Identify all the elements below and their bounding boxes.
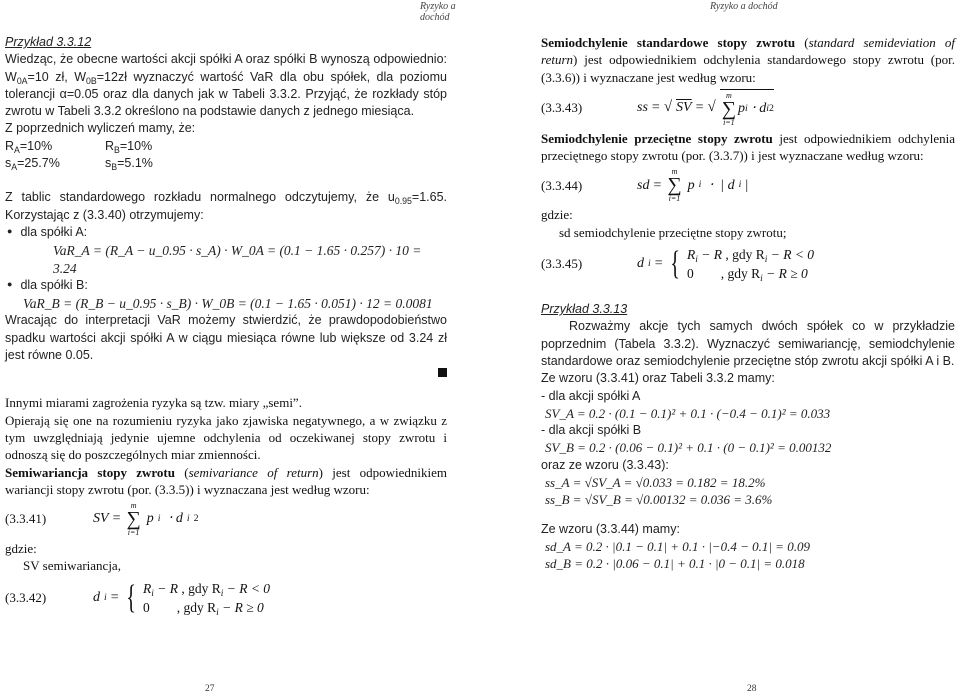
where-label-right: gdzie: xyxy=(541,207,573,223)
end-of-example-mark xyxy=(438,368,447,377)
running-header-right: Ryzyko a dochód xyxy=(710,1,778,12)
for-company-b: - dla akcji spółki B xyxy=(541,423,642,438)
equation-3-3-44: (3.3.44) sd = m ∑ i=1 p i ⋅ | d i | xyxy=(541,167,749,204)
given-s-values: $s_A=25.7\%$ $s_B=5.1\%$ xyxy=(5,156,153,173)
equation-sd-a: sd_A = 0.2 · |0.1 − 0.1| + 0.1 · |−0.4 − 0.1| = 0.09 xyxy=(545,538,810,554)
equation-3-3-42: (3.3.42) d i = { $R_i - R$ , gdy $R_i - R < 0$ 0 , gdy $R_i - R \ge 0$ xyxy=(5,578,271,618)
for-company-a: - dla akcji spółki A xyxy=(541,388,641,403)
equation-sd-b: sd_B = 0.2 · |0.06 − 0.1| + 0.1 · |0 − 0.1| = 0.018 xyxy=(545,556,805,572)
equation-3-3-41: (3.3.41) SV = m ∑ i=1 p i ⋅ d i 2 xyxy=(5,501,199,538)
right-column xyxy=(541,34,955,573)
page-number-right: 28 xyxy=(747,684,757,694)
sd-description: sd semiodchylenie przeciętne stopy zwrotu; xyxy=(559,224,787,240)
example-block-3-3-12 xyxy=(5,34,447,364)
example-title-right: Przykład 3.3.13 xyxy=(541,302,628,317)
equation-ss-b: ss_B = √SV_B = √0.00132 = 0.036 = 3.6% xyxy=(545,492,773,508)
given-r-values: $R_A=10\%$ $R_B=10\%$ xyxy=(5,138,153,155)
average-semideviation-definition: Semiodchylenie przeciętne stopy zwrotu jest odpowiednikiem odchylenia przeciętnego stopy zwrotu (por. (3.3.7)) i jest wyznaczane według wzoru: xyxy=(541,130,955,164)
equation-ss-a: ss_A = √SV_A = √0.033 = 0.182 = 18.2% xyxy=(545,475,766,491)
equation-sv-a: SV_A = 0.2 · (0.1 − 0.1)² + 0.1 · (−0.4 − 0.1)² = 0.033 xyxy=(545,405,831,421)
left-page xyxy=(0,0,470,700)
bullet-company-a: ● dla spółki A: xyxy=(5,224,447,242)
conclusion-text: Wracając do interpretacji VaR możemy stwierdzić, że prawdopodobieństwo spadku wartości akcji spółki A w ciągu miesiąca równe lub większe od 3.24 zł jest równe 0.05. xyxy=(5,313,447,363)
equation-sv-b: SV_B = 0.2 · (0.06 − 0.1)² + 0.1 · (0 − 0.1)² = 0.00132 xyxy=(545,440,832,456)
other-measures-text: Innymi miarami zagrożenia ryzyka są tzw. miary „semi”. xyxy=(5,395,302,411)
example-text: Wiedząc, że obecne wartości akcji spółki A oraz spółki B wynoszą odpowiednio: $W_{0A}=10$ zł, $W_{0B}=12zł$ wyznaczyć wartość VaR dla obu spółek, dla poziomu tolerancji α=0.05 oraz dla danych jak w Tabeli 3.3.2. Przyjąć, że rozkłady stóp zwrotu w Tabeli 3.3.2 określono na podstawie danych z jednego miesiąca. xyxy=(5,52,447,119)
example-text-right: Rozważmy akcje tych samych dwóch spółek co w przykładzie poprzednim (Tabela 3.3.2). Wyznaczyć semiwariancję, semiodchylenie standardowe oraz semiodchylenie przeciętne stóp zwrotu akcji spółki A i B. xyxy=(541,319,955,368)
right-page xyxy=(490,0,960,700)
calc-intro: Z poprzednich wyliczeń mamy, że: xyxy=(5,121,196,136)
page-number-left: 27 xyxy=(205,684,215,694)
equation-var-b: VaR_B = (R_B − u_0.95 · s_B) · W_0B = (0.1 − 1.65 · 0.051) · 12 = 0.0081 xyxy=(23,296,433,312)
from-eq44-text: Ze wzoru (3.3.44) mamy: xyxy=(541,521,680,536)
equation-var-a: VaR_A = (R_A − u_0.95 · s_A) · W_0A = (0.1 − 1.65 · 0.257) · 10 = 3.24 xyxy=(53,243,422,276)
semivariance-definition: Semiwariancja stopy zwrotu (semivariance of return) jest odpowiednikiem wariancji stopy zwrotu (por. (3.3.5)) i wyznaczana jest według wzoru: xyxy=(5,464,447,497)
example-title: Przykład 3.3.12 xyxy=(5,35,92,49)
left-column xyxy=(5,34,447,621)
standard-semideviation-definition: Semiodchylenie standardowe stopy zwrotu (standard semideviation of return) jest odpowiednikiem odchylenia standardowego stopy zwrotu (por. (3.3.6)) i wyznaczane jest według wzoru: xyxy=(541,35,955,85)
example-block-3-3-13 xyxy=(541,301,955,572)
sv-description: SV semiwariancja, xyxy=(23,558,121,574)
from-eq43-text: oraz ze wzoru (3.3.43): xyxy=(541,457,669,472)
from-eq41-text: Ze wzoru (3.3.41) oraz Tabeli 3.3.2 mamy: xyxy=(541,371,775,386)
equation-3-3-43: (3.3.43) ss = √ SV = √ m ∑ i=1 p i ⋅ d i 2 xyxy=(541,90,774,127)
table-read-text: Z tablic standardowego rozkładu normalnego odczytujemy, że $u_{0.95}=1.65$. Korzystając z (3.3.40) otrzymujemy: xyxy=(5,190,447,222)
where-label: gdzie: xyxy=(5,541,37,557)
equation-3-3-45: (3.3.45) d i = { $R_i - R$ , gdy $R_i - R < 0$ 0 , gdy $R_i - R \ge 0$ xyxy=(541,245,815,285)
bullet-company-b: ● dla spółki B: xyxy=(5,277,447,295)
semi-measures-paragraph: Opierają się one na rozumieniu ryzyka jako zjawiska negatywnego, a w związku z tym uwzględniają jedynie ujemne odchylenia od oczekiwanej stopy zwrotu i odnoszą się do poszczególnych miar zmienności. xyxy=(5,412,447,463)
running-header-left: Ryzyko a dochód xyxy=(420,1,456,23)
